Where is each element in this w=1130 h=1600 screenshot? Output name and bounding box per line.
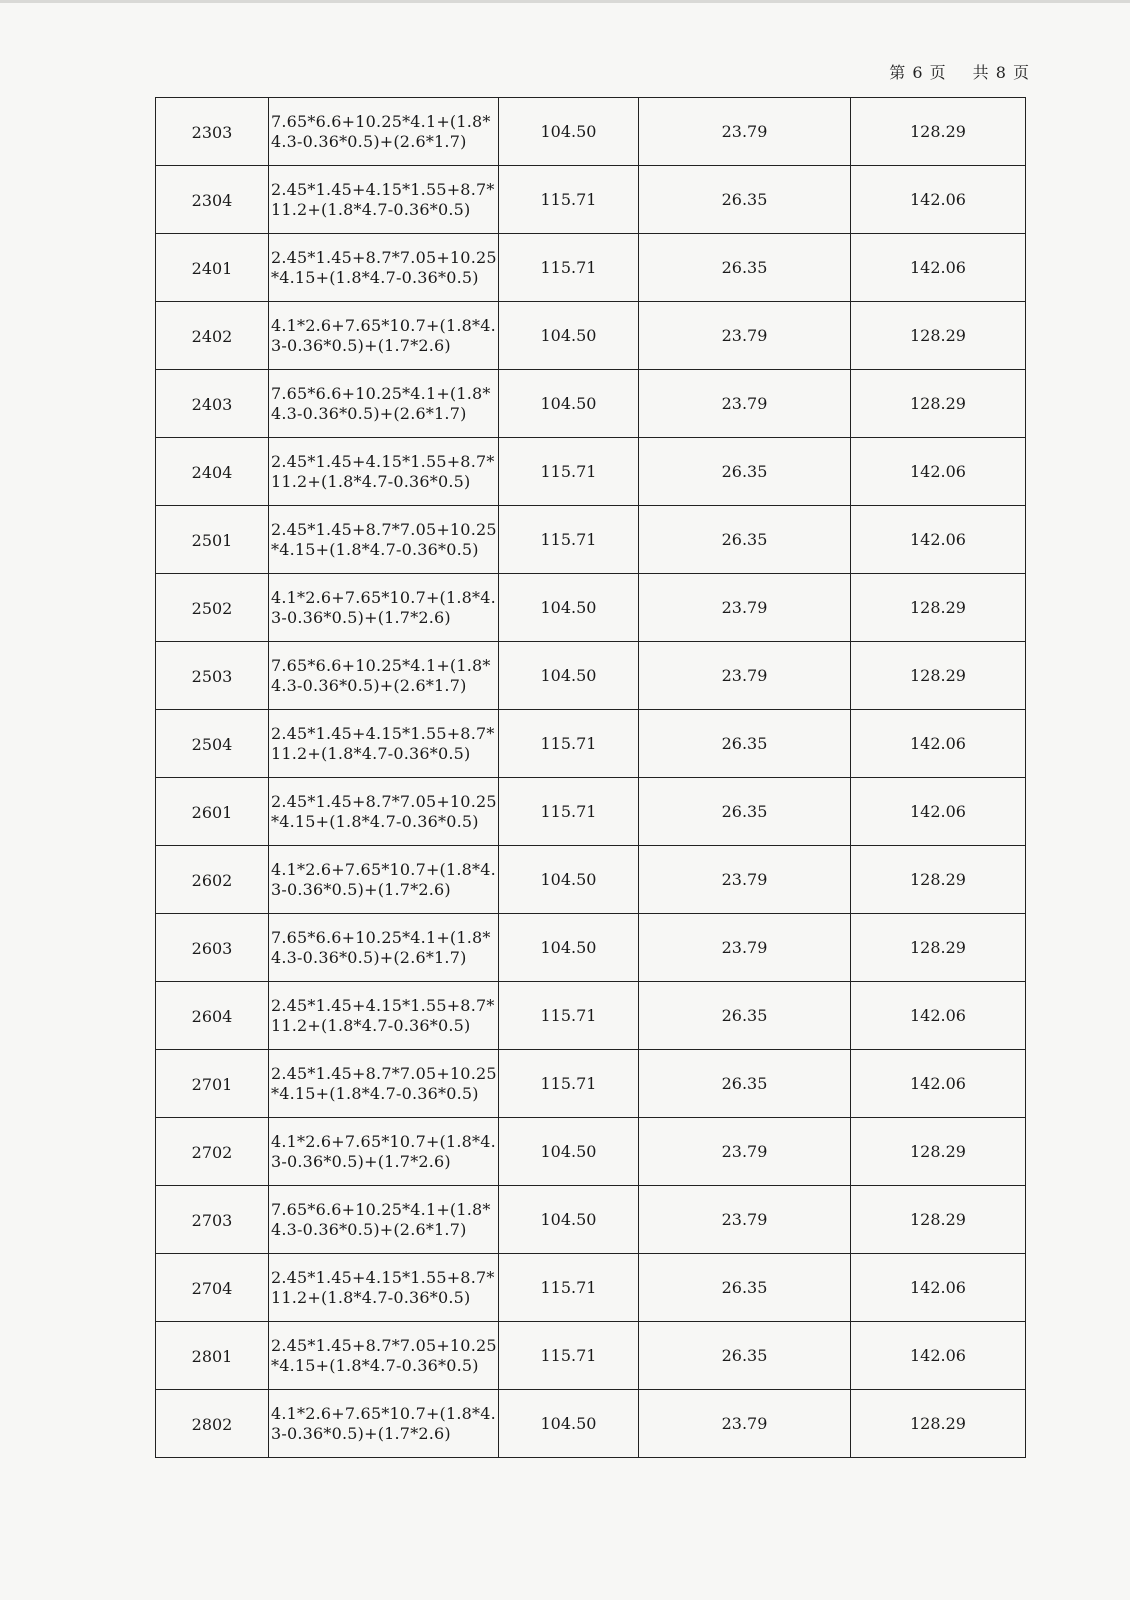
area-table xyxy=(155,97,1026,1458)
area-value-cell: 115.71 xyxy=(499,982,639,1050)
total-area-cell: 128.29 xyxy=(851,1186,1026,1254)
total-area-cell: 142.06 xyxy=(851,710,1026,778)
shared-area-cell: 23.79 xyxy=(639,1118,851,1186)
table-row xyxy=(156,438,1026,506)
page-current-label: 第 6 页 xyxy=(889,63,947,82)
total-area-cell: 128.29 xyxy=(851,98,1026,166)
shared-area-cell: 26.35 xyxy=(639,1322,851,1390)
shared-area-cell: 26.35 xyxy=(639,438,851,506)
table-row xyxy=(156,846,1026,914)
room-number-cell: 2602 xyxy=(156,846,269,914)
area-value-cell: 115.71 xyxy=(499,710,639,778)
room-number-cell: 2703 xyxy=(156,1186,269,1254)
room-number-cell: 2403 xyxy=(156,370,269,438)
table-row xyxy=(156,1322,1026,1390)
table-row xyxy=(156,982,1026,1050)
area-value-cell: 104.50 xyxy=(499,302,639,370)
table-row xyxy=(156,506,1026,574)
area-value-cell: 115.71 xyxy=(499,778,639,846)
area-formula-cell: 7.65*6.6+10.25*4.1+(1.8*4.3-0.36*0.5)+(2.6*1.7) xyxy=(269,1186,499,1254)
table-row xyxy=(156,98,1026,166)
area-value-cell: 115.71 xyxy=(499,1254,639,1322)
area-value-cell: 115.71 xyxy=(499,1322,639,1390)
total-area-cell: 128.29 xyxy=(851,914,1026,982)
shared-area-cell: 23.79 xyxy=(639,642,851,710)
shared-area-cell: 23.79 xyxy=(639,98,851,166)
table-row xyxy=(156,370,1026,438)
area-value-cell: 104.50 xyxy=(499,846,639,914)
total-area-cell: 142.06 xyxy=(851,234,1026,302)
shared-area-cell: 26.35 xyxy=(639,1254,851,1322)
room-number-cell: 2603 xyxy=(156,914,269,982)
shared-area-cell: 23.79 xyxy=(639,1390,851,1458)
room-number-cell: 2702 xyxy=(156,1118,269,1186)
area-value-cell: 104.50 xyxy=(499,574,639,642)
total-area-cell: 128.29 xyxy=(851,1118,1026,1186)
area-formula-cell: 4.1*2.6+7.65*10.7+(1.8*4.3-0.36*0.5)+(1.7*2.6) xyxy=(269,1118,499,1186)
room-number-cell: 2501 xyxy=(156,506,269,574)
total-area-cell: 128.29 xyxy=(851,846,1026,914)
shared-area-cell: 23.79 xyxy=(639,370,851,438)
room-number-cell: 2601 xyxy=(156,778,269,846)
area-formula-cell: 4.1*2.6+7.65*10.7+(1.8*4.3-0.36*0.5)+(1.7*2.6) xyxy=(269,1390,499,1458)
area-formula-cell: 7.65*6.6+10.25*4.1+(1.8*4.3-0.36*0.5)+(2.6*1.7) xyxy=(269,370,499,438)
area-value-cell: 115.71 xyxy=(499,506,639,574)
area-value-cell: 104.50 xyxy=(499,642,639,710)
area-value-cell: 115.71 xyxy=(499,438,639,506)
table-row xyxy=(156,642,1026,710)
room-number-cell: 2401 xyxy=(156,234,269,302)
shared-area-cell: 26.35 xyxy=(639,234,851,302)
shared-area-cell: 26.35 xyxy=(639,506,851,574)
room-number-cell: 2802 xyxy=(156,1390,269,1458)
area-value-cell: 104.50 xyxy=(499,1390,639,1458)
total-area-cell: 128.29 xyxy=(851,1390,1026,1458)
total-area-cell: 128.29 xyxy=(851,642,1026,710)
table-row xyxy=(156,302,1026,370)
shared-area-cell: 26.35 xyxy=(639,166,851,234)
shared-area-cell: 26.35 xyxy=(639,710,851,778)
area-formula-cell: 2.45*1.45+8.7*7.05+10.25*4.15+(1.8*4.7-0.36*0.5) xyxy=(269,234,499,302)
shared-area-cell: 23.79 xyxy=(639,574,851,642)
table-row xyxy=(156,574,1026,642)
area-formula-cell: 2.45*1.45+8.7*7.05+10.25*4.15+(1.8*4.7-0.36*0.5) xyxy=(269,778,499,846)
table-row xyxy=(156,1390,1026,1458)
room-number-cell: 2801 xyxy=(156,1322,269,1390)
area-formula-cell: 2.45*1.45+4.15*1.55+8.7*11.2+(1.8*4.7-0.36*0.5) xyxy=(269,166,499,234)
room-number-cell: 2504 xyxy=(156,710,269,778)
page-total-label: 共 8 页 xyxy=(972,63,1030,82)
area-value-cell: 104.50 xyxy=(499,98,639,166)
total-area-cell: 142.06 xyxy=(851,1050,1026,1118)
area-table-body xyxy=(156,98,1026,1458)
scan-edge xyxy=(0,0,1130,3)
total-area-cell: 142.06 xyxy=(851,166,1026,234)
area-formula-cell: 2.45*1.45+4.15*1.55+8.7*11.2+(1.8*4.7-0.36*0.5) xyxy=(269,438,499,506)
table-row xyxy=(156,1118,1026,1186)
table-row xyxy=(156,914,1026,982)
room-number-cell: 2404 xyxy=(156,438,269,506)
room-number-cell: 2704 xyxy=(156,1254,269,1322)
table-row xyxy=(156,1186,1026,1254)
total-area-cell: 142.06 xyxy=(851,1322,1026,1390)
room-number-cell: 2304 xyxy=(156,166,269,234)
area-value-cell: 104.50 xyxy=(499,914,639,982)
room-number-cell: 2502 xyxy=(156,574,269,642)
area-formula-cell: 2.45*1.45+8.7*7.05+10.25*4.15+(1.8*4.7-0.36*0.5) xyxy=(269,506,499,574)
table-row xyxy=(156,778,1026,846)
table-row xyxy=(156,1254,1026,1322)
area-formula-cell: 2.45*1.45+8.7*7.05+10.25*4.15+(1.8*4.7-0.36*0.5) xyxy=(269,1322,499,1390)
area-formula-cell: 2.45*1.45+4.15*1.55+8.7*11.2+(1.8*4.7-0.36*0.5) xyxy=(269,1254,499,1322)
area-formula-cell: 7.65*6.6+10.25*4.1+(1.8*4.3-0.36*0.5)+(2.6*1.7) xyxy=(269,642,499,710)
table-row xyxy=(156,234,1026,302)
area-value-cell: 115.71 xyxy=(499,1050,639,1118)
total-area-cell: 128.29 xyxy=(851,302,1026,370)
shared-area-cell: 23.79 xyxy=(639,1186,851,1254)
area-formula-cell: 2.45*1.45+8.7*7.05+10.25*4.15+(1.8*4.7-0.36*0.5) xyxy=(269,1050,499,1118)
shared-area-cell: 26.35 xyxy=(639,778,851,846)
area-formula-cell: 4.1*2.6+7.65*10.7+(1.8*4.3-0.36*0.5)+(1.7*2.6) xyxy=(269,302,499,370)
table-row xyxy=(156,710,1026,778)
area-value-cell: 115.71 xyxy=(499,166,639,234)
room-number-cell: 2503 xyxy=(156,642,269,710)
total-area-cell: 142.06 xyxy=(851,982,1026,1050)
total-area-cell: 142.06 xyxy=(851,438,1026,506)
area-formula-cell: 2.45*1.45+4.15*1.55+8.7*11.2+(1.8*4.7-0.36*0.5) xyxy=(269,710,499,778)
total-area-cell: 142.06 xyxy=(851,506,1026,574)
area-formula-cell: 2.45*1.45+4.15*1.55+8.7*11.2+(1.8*4.7-0.36*0.5) xyxy=(269,982,499,1050)
shared-area-cell: 23.79 xyxy=(639,302,851,370)
room-number-cell: 2701 xyxy=(156,1050,269,1118)
area-value-cell: 104.50 xyxy=(499,1118,639,1186)
total-area-cell: 142.06 xyxy=(851,1254,1026,1322)
area-formula-cell: 7.65*6.6+10.25*4.1+(1.8*4.3-0.36*0.5)+(2.6*1.7) xyxy=(269,98,499,166)
area-formula-cell: 4.1*2.6+7.65*10.7+(1.8*4.3-0.36*0.5)+(1.7*2.6) xyxy=(269,574,499,642)
room-number-cell: 2604 xyxy=(156,982,269,1050)
area-formula-cell: 7.65*6.6+10.25*4.1+(1.8*4.3-0.36*0.5)+(2.6*1.7) xyxy=(269,914,499,982)
page-number-header xyxy=(889,60,1030,83)
room-number-cell: 2303 xyxy=(156,98,269,166)
shared-area-cell: 26.35 xyxy=(639,982,851,1050)
total-area-cell: 128.29 xyxy=(851,574,1026,642)
room-number-cell: 2402 xyxy=(156,302,269,370)
total-area-cell: 128.29 xyxy=(851,370,1026,438)
shared-area-cell: 26.35 xyxy=(639,1050,851,1118)
area-value-cell: 104.50 xyxy=(499,1186,639,1254)
area-value-cell: 115.71 xyxy=(499,234,639,302)
table-row xyxy=(156,1050,1026,1118)
area-value-cell: 104.50 xyxy=(499,370,639,438)
area-formula-cell: 4.1*2.6+7.65*10.7+(1.8*4.3-0.36*0.5)+(1.7*2.6) xyxy=(269,846,499,914)
table-row xyxy=(156,166,1026,234)
shared-area-cell: 23.79 xyxy=(639,914,851,982)
shared-area-cell: 23.79 xyxy=(639,846,851,914)
total-area-cell: 142.06 xyxy=(851,778,1026,846)
